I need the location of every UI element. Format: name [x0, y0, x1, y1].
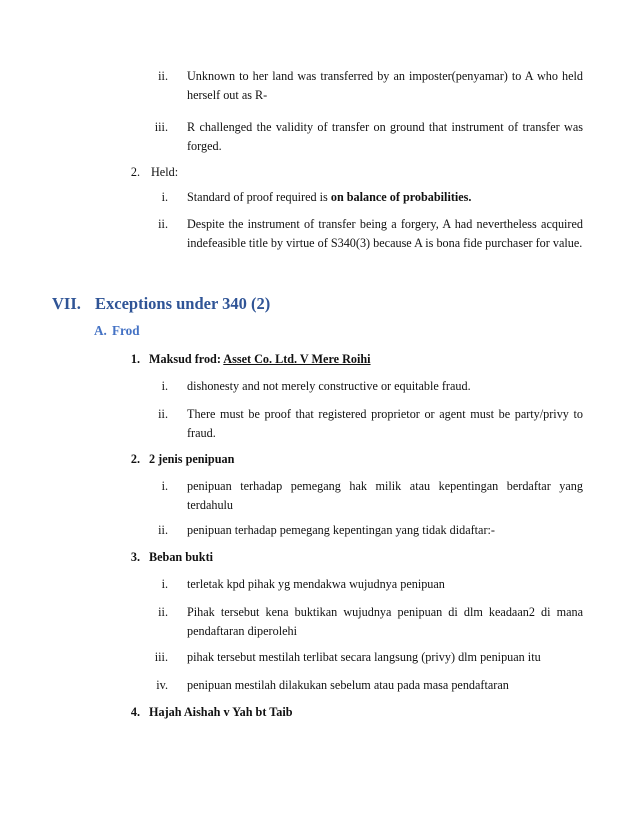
list-item [0, 521, 638, 541]
point-heading [0, 450, 638, 470]
list-item [0, 477, 638, 517]
item-text: penipuan terhadap pemegang hak milik atau kepentingan berdaftar yang terdahulu [187, 479, 583, 512]
section-heading [52, 294, 271, 314]
item-number: 2. [130, 165, 140, 179]
item-number: ii. [158, 217, 168, 231]
item-text: penipuan mestilah dilakukan sebelum atau pada masa pendaftaran [187, 678, 509, 692]
item-number: ii. [158, 605, 168, 619]
item-text: pihak tersebut mestilah terlibat secara langsung (privy) dlm penipuan itu [187, 650, 541, 664]
item-number: iii. [154, 120, 168, 134]
section-title: Exceptions under 340 (2) [95, 294, 271, 313]
point-title: Beban bukti [149, 550, 214, 564]
case-name: Asset Co. Ltd. V Mere Roihi [223, 352, 371, 366]
held-label: Held: [151, 165, 179, 179]
point-heading [0, 350, 638, 370]
list-item [0, 377, 638, 397]
item-number: i. [161, 577, 168, 591]
point-number: 1. [130, 352, 140, 366]
item-number: ii. [158, 69, 168, 83]
point-title: Maksud frod: Asset Co. Ltd. V Mere Roihi [149, 352, 371, 366]
point-number: 4. [130, 705, 140, 719]
item-text: R challenged the validity of transfer on ground that instrument of transfer was forged. [187, 120, 583, 153]
item-text: penipuan terhadap pemegang kepentingan yang tidak didaftar:- [187, 523, 495, 537]
item-number: ii. [158, 407, 168, 421]
item-text: Unknown to her land was transferred by an imposter(penyamar) to A who held herself out as R- [187, 69, 583, 102]
point-heading [0, 703, 638, 723]
item-number: iii. [154, 650, 168, 664]
point-title: 2 jenis penipuan [149, 452, 235, 466]
item-text: Despite the instrument of transfer being a forgery, A had nevertheless acquired indefeasible title by virtue of S340(3) because A is bona fide purchaser for value. [187, 217, 583, 250]
item-text: dishonesty and not merely constructive or equitable fraud. [187, 379, 471, 393]
list-item [0, 575, 638, 595]
point-number: 2. [130, 452, 140, 466]
item-number: ii. [158, 523, 168, 537]
list-item [0, 676, 638, 696]
point-heading [0, 548, 638, 568]
item-number: iv. [156, 678, 168, 692]
item-text: Pihak tersebut kena buktikan wujudnya penipuan di dlm keadaan2 di mana pendaftaran diperolehi [187, 605, 583, 638]
item-number: i. [161, 379, 168, 393]
item-number: i. [161, 479, 168, 493]
item-text: There must be proof that registered proprietor or agent must be party/privy to fraud. [187, 407, 583, 440]
section-number: VII. [52, 294, 81, 313]
list-item [0, 603, 638, 643]
held-heading [0, 163, 638, 183]
item-number: i. [161, 190, 168, 204]
subsection-heading [94, 323, 140, 339]
list-item [0, 648, 638, 668]
item-text: Standard of proof required is on balance of probabilities. [187, 190, 472, 204]
list-item [0, 405, 638, 445]
point-title: Hajah Aishah v Yah bt Taib [149, 705, 293, 719]
item-text: terletak kpd pihak yg mendakwa wujudnya penipuan [187, 577, 445, 591]
list-item [0, 67, 638, 107]
list-item [0, 188, 638, 208]
list-item [0, 215, 638, 275]
point-number: 3. [130, 550, 140, 564]
list-item [0, 118, 638, 158]
subsection-letter: A. [94, 323, 107, 338]
subsection-title: Frod [112, 323, 140, 338]
